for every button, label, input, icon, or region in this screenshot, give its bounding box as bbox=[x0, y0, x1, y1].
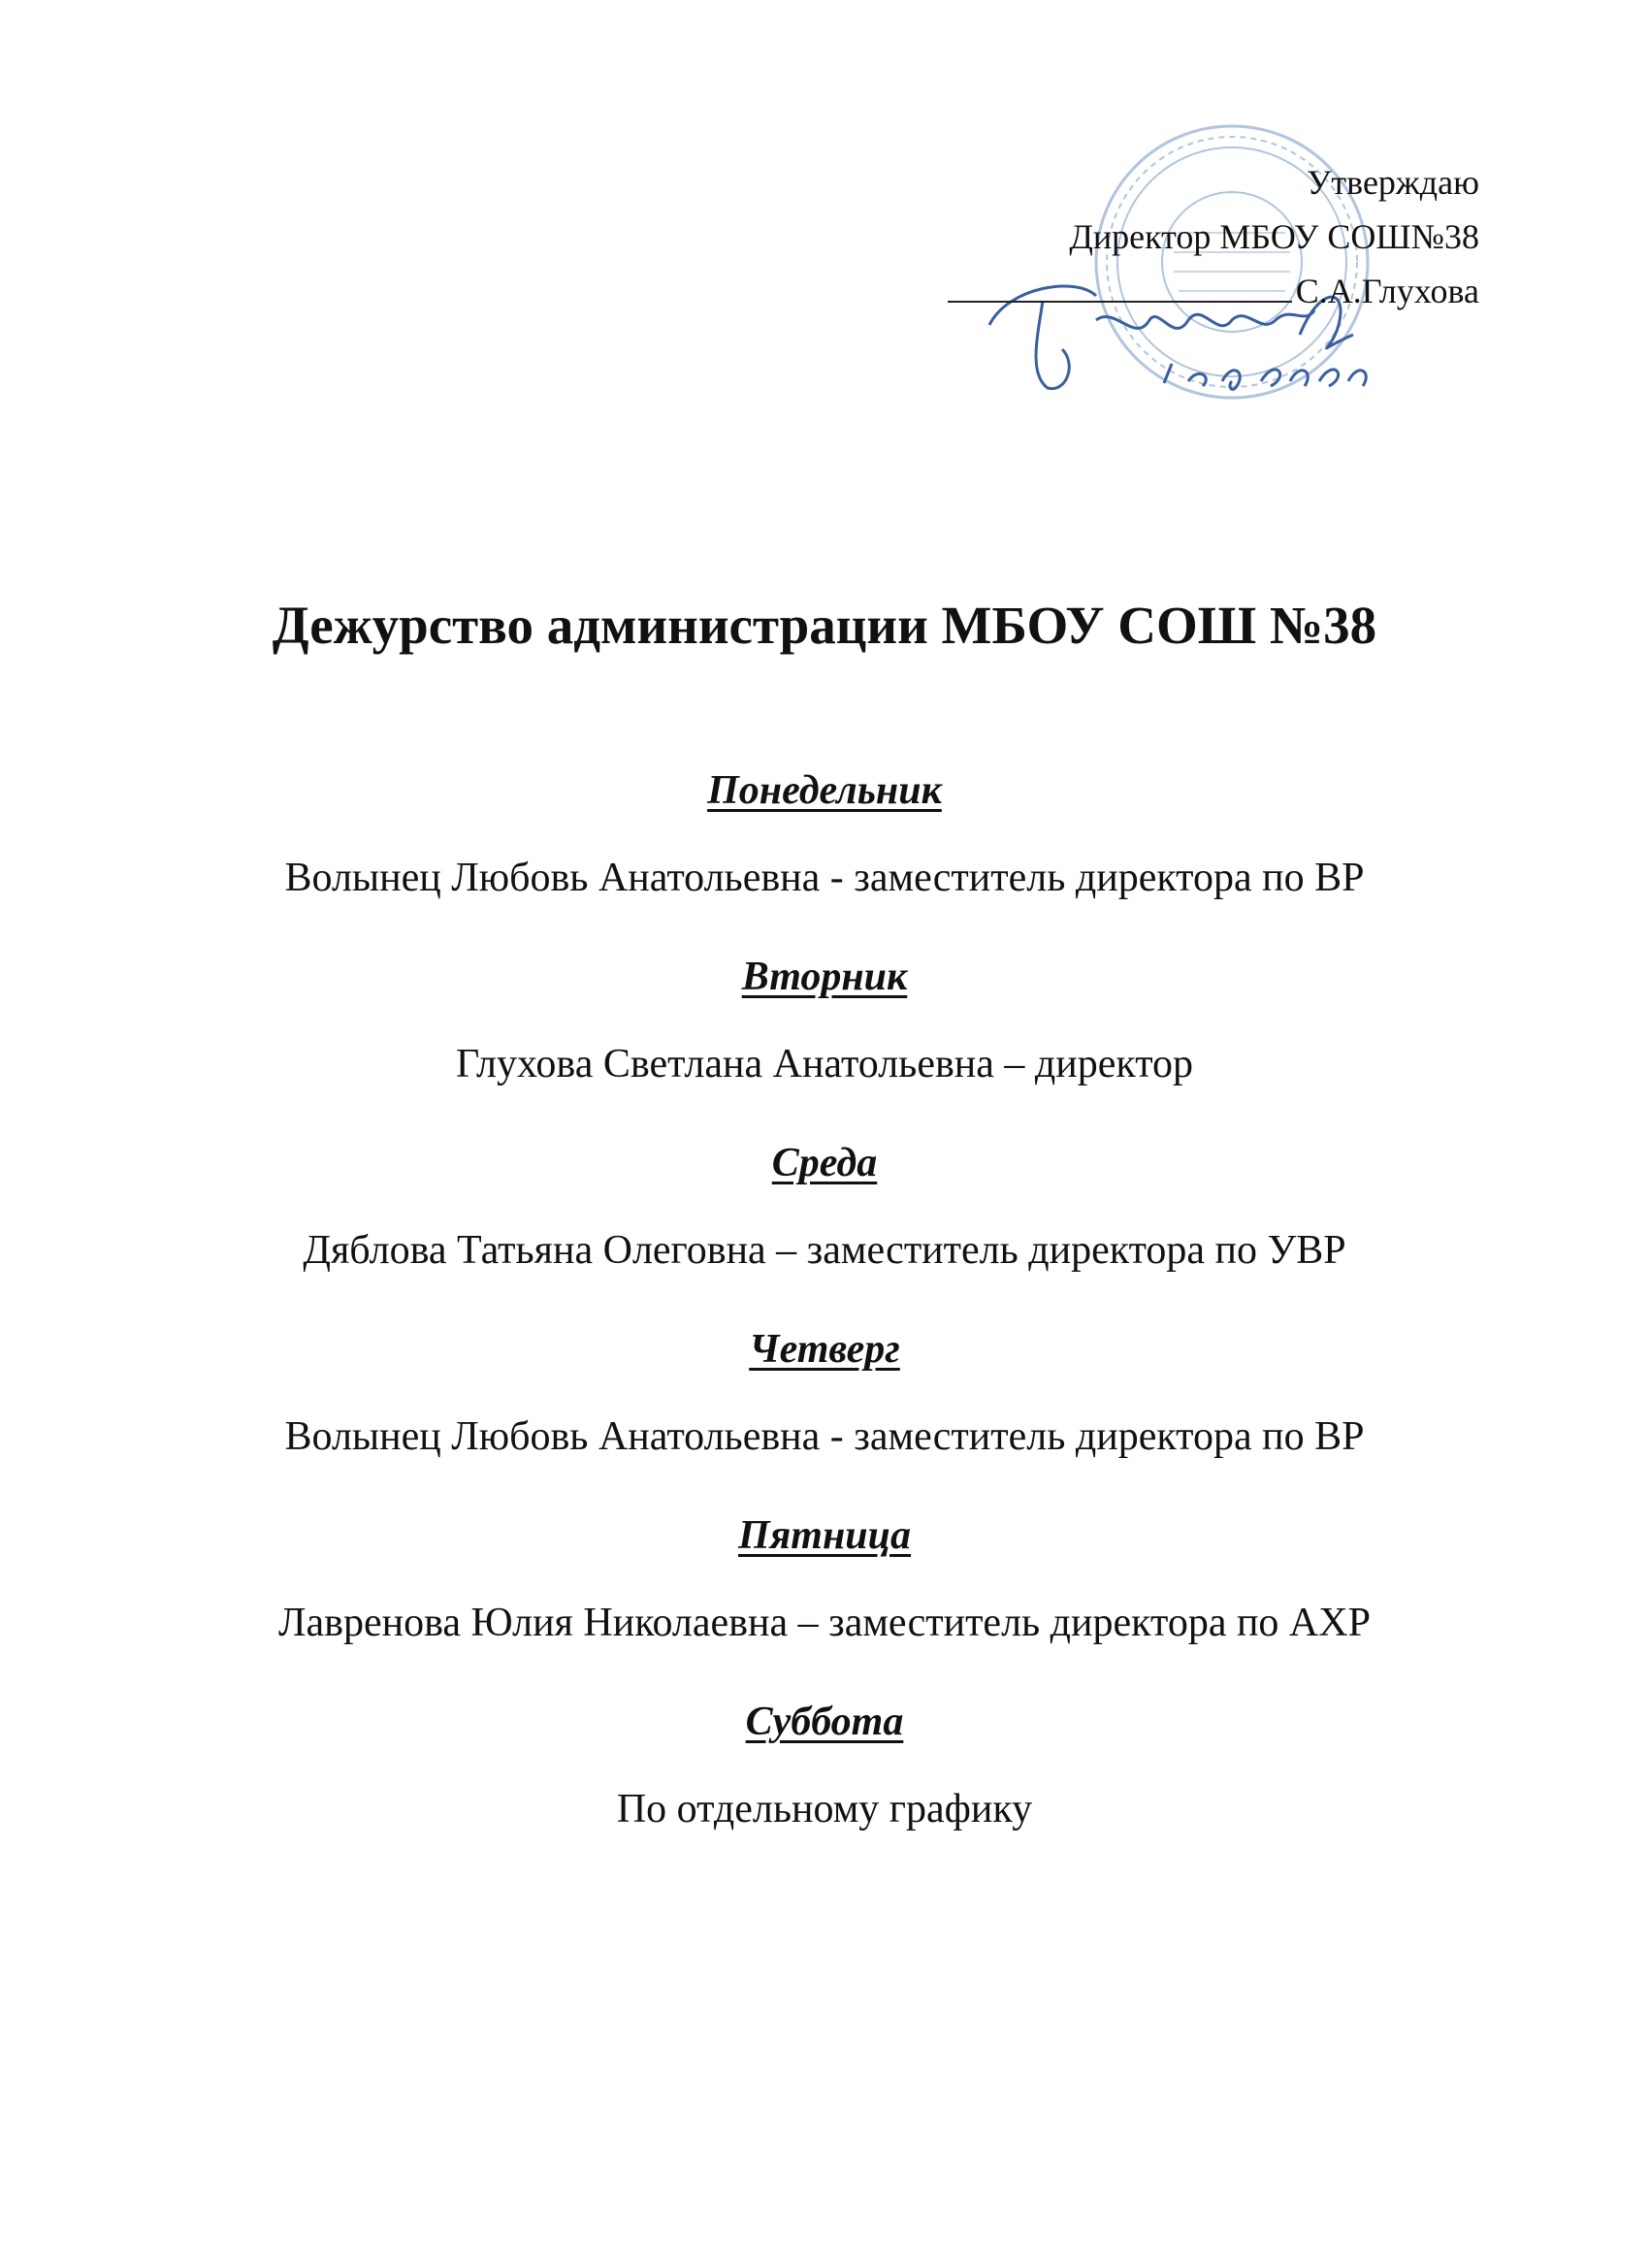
day-heading-monday: Понедельник bbox=[707, 768, 942, 813]
day-heading-wednesday: Среда bbox=[771, 1141, 878, 1185]
approval-name: С.А.Глухова bbox=[1295, 272, 1479, 310]
page-title: Дежурство администрации МБОУ СОШ №38 bbox=[272, 596, 1377, 655]
approval-position: Директор МБОУ СОШ№38 bbox=[1069, 217, 1479, 256]
duty-entry-saturday: По отдельному графику bbox=[616, 1787, 1033, 1831]
duty-entry-friday: Лавренова Юлия Николаевна – заместитель директора по АХР bbox=[278, 1601, 1371, 1645]
approval-signature-row bbox=[936, 264, 1479, 318]
day-heading-tuesday: Вторник bbox=[741, 955, 908, 999]
duty-entry-tuesday: Глухова Светлана Анатольевна – директор bbox=[455, 1042, 1194, 1086]
duty-entry-wednesday: Дяблова Татьяна Олеговна – заместитель директора по УВР bbox=[303, 1228, 1346, 1273]
approval-heading: Утверждаю bbox=[1306, 163, 1479, 202]
duty-entry-monday: Волынец Любовь Анатольевна - заместитель директора по ВР bbox=[284, 856, 1365, 900]
signature-line bbox=[948, 264, 1292, 303]
approval-block bbox=[936, 155, 1479, 318]
day-heading-saturday: Суббота bbox=[745, 1700, 904, 1744]
duty-entry-thursday: Волынец Любовь Анатольевна - заместитель директора по ВР bbox=[284, 1414, 1365, 1459]
day-heading-thursday: Четверг bbox=[749, 1327, 900, 1372]
day-heading-friday: Пятница bbox=[737, 1513, 911, 1558]
duty-schedule bbox=[58, 757, 1591, 1874]
